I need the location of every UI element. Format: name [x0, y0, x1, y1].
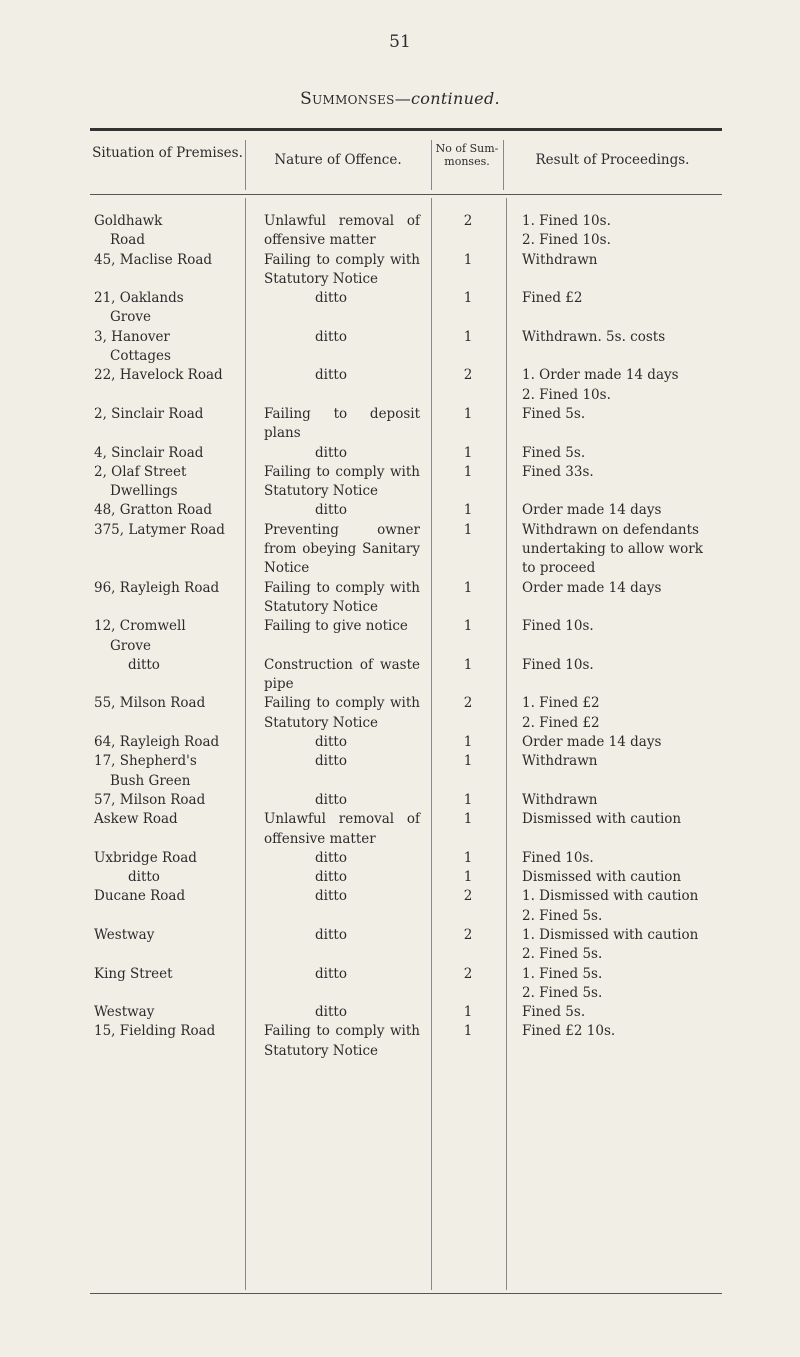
count-cell: 2	[463, 695, 473, 712]
situation-line: 2, Olaf Street	[94, 463, 187, 480]
situation-line: 96, Rayleigh Road	[94, 579, 220, 596]
result-cell	[508, 328, 722, 367]
offence-cell: Construction of waste pipe	[264, 656, 420, 693]
result-cell	[508, 444, 722, 463]
situation-line: Grove	[110, 637, 151, 654]
situation-cell	[90, 366, 242, 405]
result-cell	[508, 366, 722, 405]
count-cell: 1	[463, 753, 473, 770]
count-cell: 1	[463, 618, 473, 635]
situation-cell	[90, 501, 242, 520]
situation-cell	[90, 752, 242, 791]
situation-cell	[90, 810, 242, 849]
result-cell	[508, 579, 722, 618]
situation-line: Ducane Road	[94, 888, 186, 905]
count-cell: 2	[463, 888, 473, 905]
table-row	[90, 733, 722, 752]
situation-cell	[90, 791, 242, 810]
result-line: 1. Order made 14 days	[522, 367, 679, 384]
page-title	[0, 89, 800, 109]
offence-cell: Preventing owner from obeying Sanitary Notice	[264, 521, 420, 577]
result-line: Fined 5s.	[522, 405, 586, 422]
count-cell: 1	[463, 849, 473, 866]
table-bottom-rule	[90, 1293, 722, 1294]
table-row	[90, 810, 722, 849]
header-divider	[503, 140, 504, 190]
offence-cell: ditto	[315, 1004, 347, 1021]
result-cell	[508, 965, 722, 1004]
situation-line: ditto	[128, 869, 160, 886]
situation-line: Road	[110, 232, 145, 249]
table-row	[90, 212, 722, 251]
offence-cell: Failing to give notice	[264, 618, 408, 635]
result-cell	[508, 810, 722, 849]
situation-line: Westway	[94, 1004, 155, 1021]
table-row	[90, 251, 722, 290]
header-divider	[245, 140, 246, 190]
offence-cell: Failing to comply with Statutory Notice	[264, 695, 420, 731]
result-cell	[508, 791, 722, 810]
situation-cell	[90, 251, 242, 290]
table-row	[90, 444, 722, 463]
situation-line: 4, Sinclair Road	[94, 444, 204, 461]
situation-cell	[90, 887, 242, 926]
offence-cell: Unlawful removal of offensive matter	[264, 213, 420, 249]
table-row	[90, 1003, 722, 1022]
result-line: Fined 10s.	[522, 618, 594, 635]
result-line: 1. Dismissed with caution	[522, 888, 699, 905]
result-cell	[508, 212, 722, 251]
situation-cell	[90, 694, 242, 733]
title-suffix: continued.	[411, 89, 500, 108]
situation-line: ditto	[128, 656, 160, 673]
situation-cell	[90, 868, 242, 887]
situation-line: 21, Oaklands	[94, 290, 184, 307]
result-line: Withdrawn	[522, 251, 598, 268]
result-line: 1. Fined £2	[522, 695, 600, 712]
result-cell	[508, 405, 722, 444]
result-line: Dismissed with caution	[522, 869, 682, 886]
header-divider	[431, 140, 432, 190]
table-row	[90, 752, 722, 791]
result-line: 2. Fined 5s.	[522, 907, 603, 924]
offence-cell: ditto	[315, 444, 347, 461]
offence-cell: ditto	[315, 328, 347, 345]
result-cell	[508, 694, 722, 733]
result-cell	[508, 251, 722, 290]
situation-line: 3, Hanover	[94, 328, 170, 345]
table-row	[90, 887, 722, 926]
result-line: 2. Fined 5s.	[522, 946, 603, 963]
table-row	[90, 289, 722, 328]
count-cell: 1	[463, 328, 473, 345]
table-row	[90, 694, 722, 733]
count-cell: 2	[463, 965, 473, 982]
result-line: Fined 33s.	[522, 463, 594, 480]
header-count: No of Sum-monses.	[435, 142, 499, 168]
situation-line: 22, Havelock Road	[94, 367, 223, 384]
situation-line: Uxbridge Road	[94, 849, 197, 866]
offence-cell: ditto	[315, 753, 347, 770]
offence-cell: ditto	[315, 926, 347, 943]
result-cell	[508, 501, 722, 520]
result-line: Order made 14 days	[522, 734, 662, 751]
table-row	[90, 617, 722, 656]
situation-line: 48, Gratton Road	[94, 502, 212, 519]
result-line: Fined £2 10s.	[522, 1023, 616, 1040]
table-row	[90, 501, 722, 520]
result-line: 2. Fined £2	[522, 714, 600, 731]
situation-cell	[90, 926, 242, 965]
situation-cell	[90, 656, 242, 695]
situation-cell	[90, 965, 242, 1004]
count-cell: 1	[463, 656, 473, 673]
offence-cell: Failing to comply with Statutory Notice	[264, 579, 420, 615]
result-cell	[508, 1003, 722, 1022]
situation-line: 55, Milson Road	[94, 695, 206, 712]
result-cell	[508, 521, 722, 579]
result-cell	[508, 868, 722, 887]
offence-cell: Failing to comply with Statutory Notice	[264, 1023, 420, 1059]
count-cell: 1	[463, 444, 473, 461]
offence-cell: Failing to comply with Statutory Notice	[264, 463, 420, 500]
count-cell: 1	[463, 811, 473, 828]
result-line: 1. Dismissed with caution	[522, 926, 699, 943]
situation-line: Askew Road	[94, 811, 178, 828]
offence-cell: Failing to comply with Statutory Notice	[264, 251, 420, 287]
offence-cell: ditto	[315, 290, 347, 307]
situation-line: Westway	[94, 926, 155, 943]
result-line: 1. Fined 5s.	[522, 965, 603, 982]
result-cell	[508, 752, 722, 791]
result-line: Fined 5s.	[522, 1004, 586, 1021]
header-situation: Situation of Premises.	[92, 145, 243, 161]
situation-cell	[90, 579, 242, 618]
count-cell: 1	[463, 521, 473, 538]
situation-line: 57, Milson Road	[94, 791, 206, 808]
offence-cell: ditto	[315, 791, 347, 808]
table-row	[90, 366, 722, 405]
offence-cell: Failing to deposit plans	[264, 405, 420, 442]
offence-cell: ditto	[315, 965, 347, 982]
situation-cell	[90, 212, 242, 251]
situation-cell	[90, 405, 242, 444]
offence-cell: ditto	[315, 734, 347, 751]
result-line: Withdrawn	[522, 791, 598, 808]
table-row	[90, 463, 722, 502]
situation-cell	[90, 733, 242, 752]
table-header-rule	[90, 194, 722, 195]
situation-line: 12, Cromwell	[94, 618, 186, 635]
table-row	[90, 849, 722, 868]
table-row	[90, 328, 722, 367]
situation-line: Goldhawk	[94, 213, 163, 229]
title-dash: —	[394, 89, 412, 108]
offence-cell: ditto	[315, 367, 347, 384]
situation-line: 17, Shepherd's	[94, 753, 197, 770]
count-cell: 1	[463, 290, 473, 307]
count-cell: 1	[463, 1004, 473, 1021]
situation-line: 375, Latymer Road	[94, 521, 225, 538]
count-cell: 1	[463, 251, 473, 268]
table-row	[90, 868, 722, 887]
count-cell: 2	[463, 926, 473, 943]
situation-line: King Street	[94, 965, 173, 982]
situation-cell	[90, 328, 242, 367]
result-cell	[508, 733, 722, 752]
situation-cell	[90, 1022, 242, 1061]
result-line: Order made 14 days	[522, 579, 662, 596]
offence-cell: ditto	[315, 888, 347, 905]
count-cell: 1	[463, 502, 473, 519]
result-line: 2. Fined 10s.	[522, 386, 611, 403]
page-number: 51	[389, 32, 411, 52]
table-top-rule	[90, 128, 722, 131]
result-cell	[508, 463, 722, 502]
offence-cell: ditto	[315, 502, 347, 519]
result-cell	[508, 849, 722, 868]
table-row	[90, 965, 722, 1004]
count-cell: 1	[463, 734, 473, 751]
result-line: Fined 10s.	[522, 849, 594, 866]
count-cell: 1	[463, 869, 473, 886]
situation-cell	[90, 617, 242, 656]
result-line: Order made 14 days	[522, 502, 662, 519]
situation-line: Dwellings	[110, 483, 178, 500]
situation-cell	[90, 849, 242, 868]
result-line: Withdrawn	[522, 753, 598, 770]
situation-cell	[90, 289, 242, 328]
offence-cell: Unlawful removal of offensive matter	[264, 811, 420, 847]
count-cell: 1	[463, 463, 473, 480]
table-row	[90, 579, 722, 618]
result-line: Dismissed with caution	[522, 811, 682, 828]
result-cell	[508, 887, 722, 926]
situation-line: 2, Sinclair Road	[94, 405, 204, 422]
result-cell	[508, 926, 722, 965]
table-row	[90, 521, 722, 579]
situation-line: Grove	[110, 309, 151, 326]
situation-cell	[90, 1003, 242, 1022]
count-cell: 1	[463, 579, 473, 596]
count-cell: 1	[463, 1023, 473, 1040]
result-cell	[508, 289, 722, 328]
result-cell	[508, 617, 722, 656]
table-row	[90, 791, 722, 810]
situation-cell	[90, 444, 242, 463]
result-line: Fined 5s.	[522, 444, 586, 461]
header-nature: Nature of Offence.	[274, 152, 402, 168]
result-line: Withdrawn. 5s. costs	[522, 328, 666, 345]
count-cell: 2	[463, 367, 473, 384]
situation-line: Cottages	[110, 348, 171, 365]
offence-cell: ditto	[315, 869, 347, 886]
result-line: Fined 10s.	[522, 656, 594, 673]
situation-cell	[90, 463, 242, 502]
situation-line: Bush Green	[110, 772, 191, 789]
count-cell: 2	[463, 213, 473, 229]
table-row	[90, 656, 722, 695]
result-line: Fined £2	[522, 290, 583, 307]
count-cell: 1	[463, 405, 473, 422]
result-line: Withdrawn on defendants undertaking to allow work to proceed	[522, 521, 703, 577]
result-cell	[508, 1022, 722, 1061]
table-row	[90, 405, 722, 444]
table-row	[90, 1022, 722, 1061]
result-cell	[508, 656, 722, 695]
situation-line: 64, Rayleigh Road	[94, 734, 220, 751]
summonses-table-body	[90, 212, 722, 1061]
count-cell: 1	[463, 791, 473, 808]
situation-line: 45, Maclise Road	[94, 251, 213, 268]
situation-line: 15, Fielding Road	[94, 1023, 216, 1040]
header-result: Result of Proceedings.	[535, 152, 690, 168]
situation-cell	[90, 521, 242, 579]
result-line: 2. Fined 5s.	[522, 984, 603, 1001]
result-line: 2. Fined 10s.	[522, 232, 611, 249]
table-row	[90, 926, 722, 965]
title-main: Summonses	[300, 89, 395, 109]
result-line: 1. Fined 10s.	[522, 213, 611, 229]
offence-cell: ditto	[315, 849, 347, 866]
